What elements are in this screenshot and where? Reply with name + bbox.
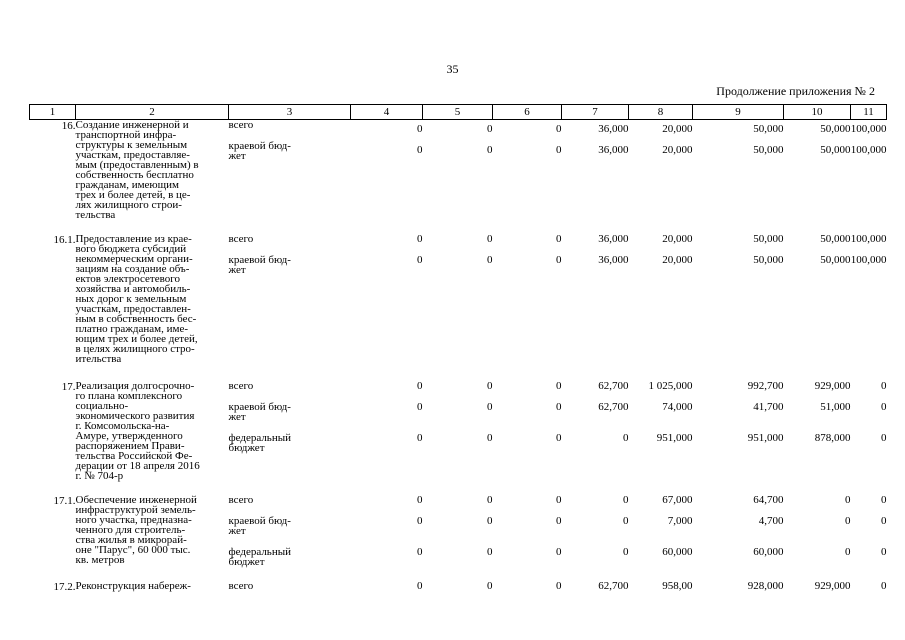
column-header: 1	[30, 105, 76, 120]
table-row	[30, 481, 887, 567]
description-line: ным в собственность бес-	[75, 313, 197, 325]
value-cell	[851, 567, 887, 593]
value: 100,000	[850, 254, 887, 266]
value-cell	[423, 120, 493, 221]
description-line: дерации от 18 апреля 2016	[75, 460, 200, 472]
funding-source	[229, 402, 351, 422]
value-cell	[629, 364, 693, 481]
description-line: ительства	[75, 353, 122, 365]
source-label-line: федеральный	[228, 546, 291, 558]
source-label-line: бюджет	[228, 556, 265, 568]
description-line: хозяйства и автомобиль-	[75, 283, 191, 295]
source-label-line: всего	[228, 119, 254, 131]
value: 0	[487, 254, 493, 266]
value: 100,000	[850, 233, 887, 245]
description-line: некоммерческим органи-	[75, 253, 193, 265]
value: 62,700	[598, 380, 629, 392]
source-label-line: краевой бюд-	[228, 254, 291, 266]
value-cell	[851, 220, 887, 364]
description-line: ных дорог к земельным	[75, 293, 187, 305]
value: 0	[417, 401, 423, 413]
header-row	[30, 105, 887, 120]
value: 0	[417, 123, 423, 135]
value-cell	[423, 481, 493, 567]
description-line: ства жилья в микрорай-	[75, 534, 187, 546]
value: 878,000	[814, 432, 851, 444]
value: 0	[417, 515, 423, 527]
description-line: трех и более детей, в це-	[75, 189, 191, 201]
row-description	[76, 120, 229, 221]
value: 36,000	[598, 123, 629, 135]
row-description	[76, 220, 229, 364]
source-label-line: всего	[228, 580, 254, 592]
table-row	[30, 120, 887, 221]
value: 0	[487, 432, 493, 444]
value: 929,000	[814, 380, 851, 392]
source-label-line: всего	[228, 233, 254, 245]
value-cell	[423, 567, 493, 593]
value: 1 025,000	[648, 380, 693, 392]
value: 0	[556, 494, 562, 506]
column-header: 4	[351, 105, 423, 120]
value: 100,000	[850, 144, 887, 156]
value-cell	[562, 120, 629, 221]
description-line: оне "Парус", 60 000 тыс.	[75, 544, 191, 556]
row-description	[76, 364, 229, 481]
row-number: 16.	[61, 120, 76, 132]
value: 0	[881, 580, 887, 592]
funding-source	[229, 547, 351, 567]
value: 60,000	[662, 546, 693, 558]
description-line: г. Комсомольска-на-	[75, 420, 170, 432]
value: 60,000	[753, 546, 784, 558]
value: 50,000	[753, 254, 784, 266]
table-row	[30, 567, 887, 593]
value: 36,000	[598, 144, 629, 156]
funding-source	[229, 255, 351, 275]
description-line: ющим трех и более детей,	[75, 333, 198, 345]
value: 0	[623, 494, 629, 506]
value: 0	[417, 494, 423, 506]
value-cell	[351, 364, 423, 481]
value-cell	[629, 481, 693, 567]
source-label-line: жет	[228, 264, 246, 276]
value-cell	[851, 364, 887, 481]
value: 74,000	[662, 401, 693, 413]
value: 7,000	[667, 515, 693, 527]
value: 50,000	[820, 233, 851, 245]
description-line: инфраструктурой земель-	[75, 504, 196, 516]
value-cell	[493, 364, 562, 481]
value: 0	[623, 432, 629, 444]
value-cell	[562, 220, 629, 364]
value: 0	[556, 123, 562, 135]
value: 0	[556, 144, 562, 156]
value: 929,000	[814, 580, 851, 592]
value: 0	[417, 254, 423, 266]
description-line: платно гражданам, име-	[75, 323, 189, 335]
value-cell	[629, 220, 693, 364]
value: 0	[417, 233, 423, 245]
value-cell	[562, 364, 629, 481]
value: 50,000	[820, 144, 851, 156]
value: 0	[881, 494, 887, 506]
value: 50,000	[753, 233, 784, 245]
value: 50,000	[820, 254, 851, 266]
value: 0	[556, 432, 562, 444]
column-header: 7	[562, 105, 629, 120]
value: 0	[845, 546, 851, 558]
description-line: собственность бесплатно	[75, 169, 194, 181]
value: 0	[881, 380, 887, 392]
value: 0	[556, 401, 562, 413]
value: 0	[556, 515, 562, 527]
value-cell	[562, 567, 629, 593]
value-cell	[693, 567, 784, 593]
source-label-line: краевой бюд-	[228, 515, 291, 527]
value-cell	[693, 120, 784, 221]
description-line: участкам, предоставлен-	[75, 303, 191, 315]
value-cell	[562, 481, 629, 567]
description-line: гражданам, имеющим	[75, 179, 179, 191]
column-header: 6	[493, 105, 562, 120]
value-cell	[493, 567, 562, 593]
value: 0	[623, 515, 629, 527]
value: 0	[556, 546, 562, 558]
value: 0	[845, 494, 851, 506]
description-line: кв. метров	[75, 554, 125, 566]
value: 0	[881, 401, 887, 413]
value: 0	[487, 144, 493, 156]
description-line: зациям на создание объ-	[75, 263, 190, 275]
funding-source	[229, 120, 351, 130]
funding-source	[229, 141, 351, 161]
description-line: ченного для строитель-	[75, 524, 186, 536]
funding-source	[229, 433, 351, 453]
value: 0	[417, 144, 423, 156]
description-line: участкам, предоставляе-	[75, 149, 190, 161]
funding-sources	[229, 481, 351, 567]
description-line: в целях жилищного стро-	[75, 343, 195, 355]
value-cell	[351, 567, 423, 593]
value: 0	[556, 380, 562, 392]
value-cell	[629, 120, 693, 221]
value: 20,000	[662, 123, 693, 135]
funding-sources	[229, 567, 351, 593]
value: 36,000	[598, 254, 629, 266]
source-label-line: федеральный	[228, 432, 291, 444]
value: 20,000	[662, 233, 693, 245]
value: 0	[556, 254, 562, 266]
value-cell	[423, 364, 493, 481]
column-header: 2	[76, 105, 229, 120]
value: 62,700	[598, 401, 629, 413]
column-header: 5	[423, 105, 493, 120]
row-number: 17.1.	[53, 495, 76, 507]
funding-source	[229, 381, 351, 391]
description-line: мым (предоставленным) в	[75, 159, 199, 171]
description-line: Создание инженерной и	[75, 119, 189, 131]
value: 0	[487, 546, 493, 558]
value: 0	[487, 233, 493, 245]
description-line: тельства Российской Фе-	[75, 450, 193, 462]
value: 0	[487, 580, 493, 592]
value-cell	[629, 567, 693, 593]
value: 51,000	[820, 401, 851, 413]
value: 0	[623, 546, 629, 558]
source-label-line: краевой бюд-	[228, 140, 291, 152]
source-label-line: жет	[228, 150, 246, 162]
table-body	[30, 120, 887, 594]
value: 0	[487, 401, 493, 413]
value-cell	[693, 364, 784, 481]
value-cell	[693, 481, 784, 567]
value: 36,000	[598, 233, 629, 245]
funding-source	[229, 234, 351, 244]
value-cell	[493, 481, 562, 567]
column-header: 10	[784, 105, 851, 120]
value: 20,000	[662, 254, 693, 266]
row-number: 17.	[61, 381, 76, 393]
column-header: 9	[693, 105, 784, 120]
value: 0	[417, 432, 423, 444]
value-cell	[693, 220, 784, 364]
value: 0	[881, 546, 887, 558]
value: 4,700	[758, 515, 784, 527]
value: 0	[417, 580, 423, 592]
funding-source	[229, 581, 351, 591]
value-cell	[493, 120, 562, 221]
row-description	[76, 567, 229, 593]
value-cell	[493, 220, 562, 364]
value-cell	[351, 220, 423, 364]
value: 41,700	[753, 401, 784, 413]
value: 958,00	[662, 580, 693, 592]
value: 951,000	[656, 432, 693, 444]
value: 0	[487, 123, 493, 135]
value: 20,000	[662, 144, 693, 156]
description-line: тельства	[75, 209, 116, 221]
value-cell	[851, 120, 887, 221]
description-line: Реализация долгосрочно-	[75, 380, 195, 392]
description-line: Реконструкция набереж-	[75, 580, 191, 592]
table-row	[30, 220, 887, 364]
value-cell	[784, 120, 851, 221]
source-label-line: краевой бюд-	[228, 401, 291, 413]
value: 0	[881, 515, 887, 527]
funding-source	[229, 516, 351, 536]
column-header: 11	[851, 105, 887, 120]
column-header: 3	[229, 105, 351, 120]
value: 0	[487, 380, 493, 392]
description-line: г. № 704-р	[75, 470, 124, 482]
value: 0	[417, 380, 423, 392]
value-cell	[351, 481, 423, 567]
funding-sources	[229, 120, 351, 221]
page-number: 35	[446, 62, 459, 76]
value: 0	[417, 546, 423, 558]
value-cell	[351, 120, 423, 221]
description-line: транспортной инфра-	[75, 129, 177, 141]
value-cell	[423, 220, 493, 364]
budget-table	[29, 104, 887, 593]
value: 50,000	[820, 123, 851, 135]
row-description	[76, 481, 229, 567]
funding-sources	[229, 364, 351, 481]
row-number: 17.2.	[53, 581, 76, 593]
value: 951,000	[747, 432, 784, 444]
value: 67,000	[662, 494, 693, 506]
description-line: социально-	[75, 400, 129, 412]
value: 928,000	[747, 580, 784, 592]
source-label-line: всего	[228, 494, 254, 506]
value: 0	[556, 233, 562, 245]
value: 0	[487, 515, 493, 527]
description-line: распоряжением Прави-	[75, 440, 185, 452]
description-line: структуры к земельным	[75, 139, 188, 151]
value: 0	[845, 515, 851, 527]
value: 0	[556, 580, 562, 592]
value-cell	[851, 481, 887, 567]
source-label-line: жет	[228, 525, 246, 537]
value-cell	[784, 481, 851, 567]
description-line: го плана комплексного	[75, 390, 183, 402]
value: 100,000	[850, 123, 887, 135]
table-row	[30, 364, 887, 481]
value-cell	[784, 364, 851, 481]
row-number: 16.1.	[53, 234, 76, 246]
value: 992,700	[747, 380, 784, 392]
column-header: 8	[629, 105, 693, 120]
source-label-line: жет	[228, 411, 246, 423]
description-line: Предоставление из крае-	[75, 233, 192, 245]
value-cell	[784, 220, 851, 364]
description-line: вого бюджета субсидий	[75, 243, 187, 255]
value: 0	[881, 432, 887, 444]
description-line: Обеспечение инженерной	[75, 494, 197, 506]
value-cell	[784, 567, 851, 593]
continuation-label: Продолжение приложения № 2	[716, 84, 875, 98]
funding-source	[229, 495, 351, 505]
description-line: лях жилищного строи-	[75, 199, 182, 211]
value: 64,700	[753, 494, 784, 506]
description-line: ектов электросетевого	[75, 273, 180, 285]
source-label-line: всего	[228, 380, 254, 392]
description-line: Амуре, утвержденного	[75, 430, 183, 442]
value: 62,700	[598, 580, 629, 592]
value: 0	[487, 494, 493, 506]
funding-sources	[229, 220, 351, 364]
description-line: ного участка, предназна-	[75, 514, 192, 526]
source-label-line: бюджет	[228, 442, 265, 454]
value: 50,000	[753, 144, 784, 156]
description-line: экономического развития	[75, 410, 195, 422]
value: 50,000	[753, 123, 784, 135]
